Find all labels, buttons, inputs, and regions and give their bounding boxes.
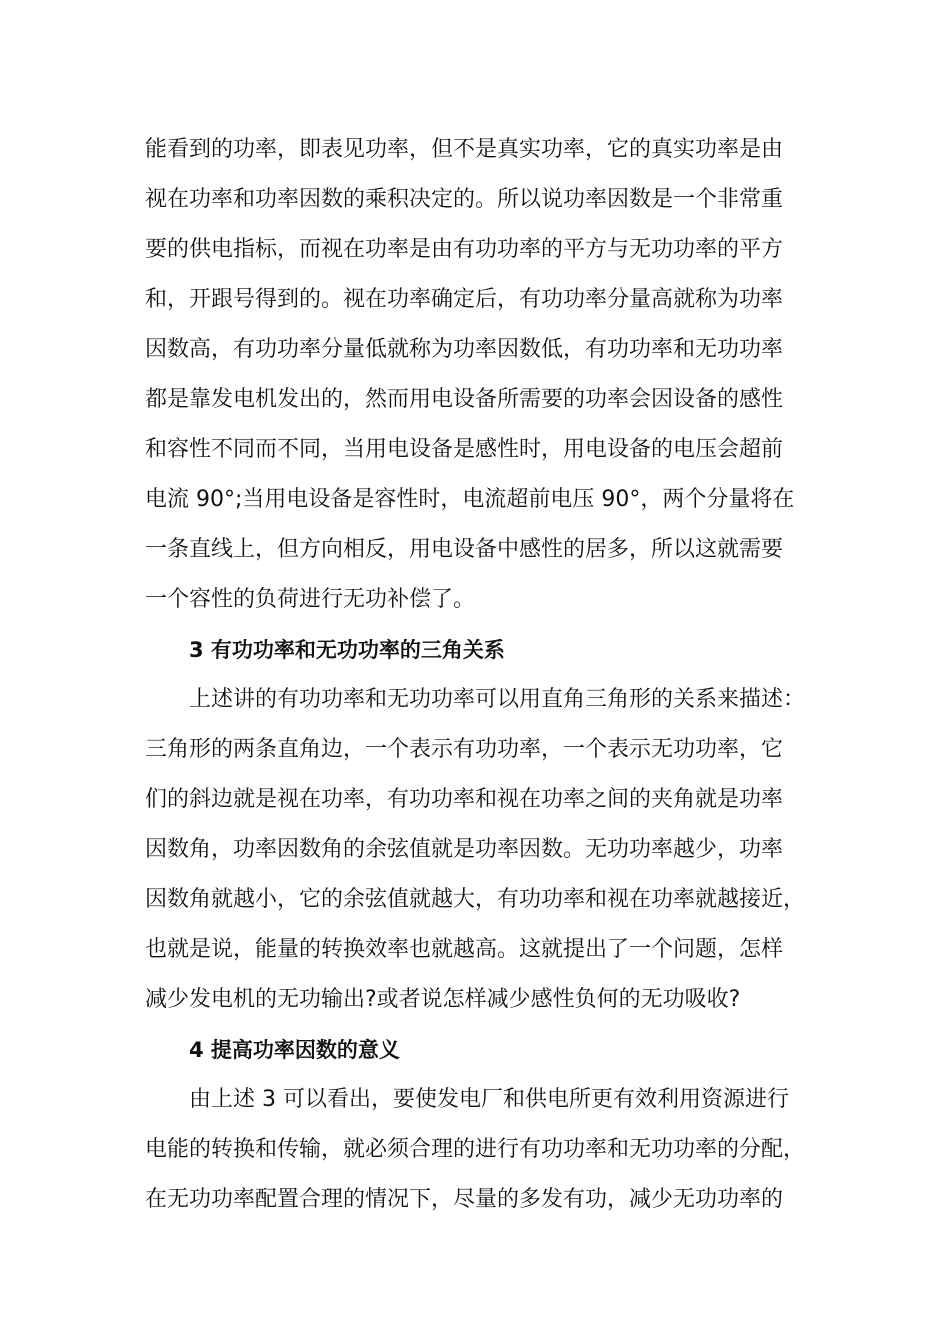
section-heading: 4 提高功率因数的意义 [189, 1038, 400, 1062]
text-line: 电流 90°;当用电设备是容性时，电流超前电压 90°，两个分量将在 [145, 487, 795, 512]
text-line: 因数角就越小，它的余弦值就越大，有功功率和视在功率就越接近， [145, 887, 806, 912]
document-page [145, 125, 835, 1225]
paragraph [145, 1075, 835, 1225]
text-line: 们的斜边就是视在功率，有功功率和视在功率之间的夹角就是功率 [145, 787, 784, 812]
text-line: 都是靠发电机发出的，然而用电设备所需要的功率会因设备的感性 [145, 387, 784, 412]
text-line: 也就是说，能量的转换效率也就越高。这就提出了一个问题，怎样 [145, 937, 784, 962]
text-line: 上述讲的有功功率和无功功率可以用直角三角形的关系来描述： [189, 687, 806, 712]
text-line: 由上述 3 可以看出，要使发电厂和供电所更有效利用资源进行 [189, 1087, 789, 1112]
paragraph [145, 675, 835, 1025]
text-line: 减少发电机的无功输出?或者说怎样减少感性负何的无功吸收? [145, 987, 741, 1012]
text-line: 和，开跟号得到的。视在功率确定后，有功功率分量高就称为功率 [145, 287, 784, 312]
text-line: 因数角，功率因数角的余弦值就是功率因数。无功功率越少，功率 [145, 837, 784, 862]
text-line: 因数高，有功功率分量低就称为功率因数低，有功功率和无功功率 [145, 337, 784, 362]
text-line: 能看到的功率，即表见功率，但不是真实功率，它的真实功率是由 [145, 137, 784, 162]
text-line: 一条直线上，但方向相反，用电设备中感性的居多，所以这就需要 [145, 537, 784, 562]
paragraph [145, 125, 835, 625]
section-heading: 3 有功功率和无功功率的三角关系 [189, 638, 505, 662]
text-line: 一个容性的负荷进行无功补偿了。 [145, 587, 476, 612]
text-line: 要的供电指标，而视在功率是由有功功率的平方与无功功率的平方 [145, 237, 784, 262]
text-line: 在无功功率配置合理的情况下，尽量的多发有功，减少无功功率的 [145, 1187, 784, 1212]
text-line: 三角形的两条直角边，一个表示有功功率，一个表示无功功率，它 [145, 737, 784, 762]
text-line: 和容性不同而不同，当用电设备是感性时，用电设备的电压会超前 [145, 437, 784, 462]
text-line: 电能的转换和传输，就必须合理的进行有功功率和无功功率的分配， [145, 1137, 806, 1162]
text-line: 视在功率和功率因数的乘积决定的。所以说功率因数是一个非常重 [145, 187, 784, 212]
